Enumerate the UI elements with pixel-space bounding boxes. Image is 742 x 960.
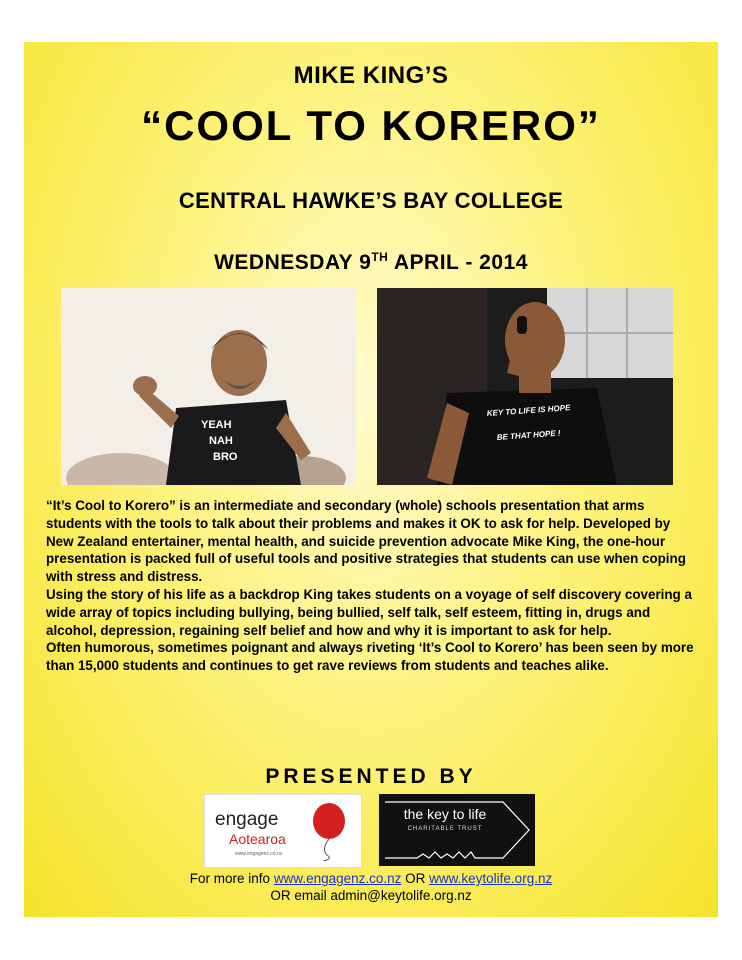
presented-by-heading: PRESENTED BY (265, 765, 477, 788)
engage-logo-url: www.engagenz.co.nz (235, 851, 283, 857)
description-paragraph-3: Often humorous, sometimes poignant and always riveting ‘It’s Cool to Korero’ has been seen by more than 15,000 students and continues to get rave reviews from students and teaches alike. (46, 640, 694, 674)
poster-title: “COOL TO KORERO” (141, 102, 601, 149)
red-balloon-icon (301, 801, 357, 861)
date-superscript: TH (371, 250, 389, 264)
engage-aotearoa-logo (204, 794, 362, 868)
shirt-text-nah: NAH (209, 435, 233, 447)
event-poster (24, 42, 718, 917)
key-to-life-subtitle: CHARITABLE TRUST (407, 826, 483, 832)
event-date (24, 250, 718, 275)
venue-name: CENTRAL HAWKE’S BAY COLLEGE (178, 188, 564, 213)
engage-link[interactable]: www.engagenz.co.nz (273, 871, 402, 886)
engage-word: engage (215, 809, 279, 830)
more-info-prefix: For more info (189, 871, 274, 886)
key-to-life-logo (379, 794, 535, 866)
date-prefix: WEDNESDAY 9 (214, 251, 372, 274)
description-text (46, 497, 698, 675)
shirt-text-yeah: YEAH (201, 419, 232, 431)
shirt-text-hope-2: BE THAT HOPE ! (496, 428, 561, 442)
description-paragraph-2: Using the story of his life as a backdrop King takes students on a voyage of self discovery covering a wide array of topics including bullying, being bullied, self talk, self esteem, fitting in, drugs and alcohol, depression, regaining self belief and how and why it is important to ask for help. (46, 586, 692, 638)
email-line: OR email admin@keytolife.org.nz (270, 888, 472, 903)
speaker-photo-right (377, 288, 673, 485)
or-separator: OR (401, 871, 430, 886)
key-to-life-title: the key to life (403, 806, 487, 822)
date-suffix: APRIL - 2014 (388, 251, 528, 274)
shirt-text-bro: BRO (213, 451, 238, 463)
poster-header: MIKE KING’S (293, 62, 449, 89)
description-paragraph-1: “It’s Cool to Korero” is an intermediate and secondary (whole) schools presentation that arms students with the tools to talk about their problems and makes it OK to ask for help. Developed by New Zealand entertainer, mental health, and suicide prevention advocate Mike King, the one-hour presentation is packed full of useful tools and positive strategies that students can use when coping with stress and distress. (46, 498, 686, 585)
more-info-line (24, 871, 718, 886)
speaker-photo-left (61, 288, 356, 485)
aotearoa-word: Aotearoa (229, 831, 286, 847)
keytolife-link[interactable]: www.keytolife.org.nz (429, 871, 553, 886)
shirt-text-hope-1: KEY TO LIFE IS HOPE (486, 403, 571, 418)
